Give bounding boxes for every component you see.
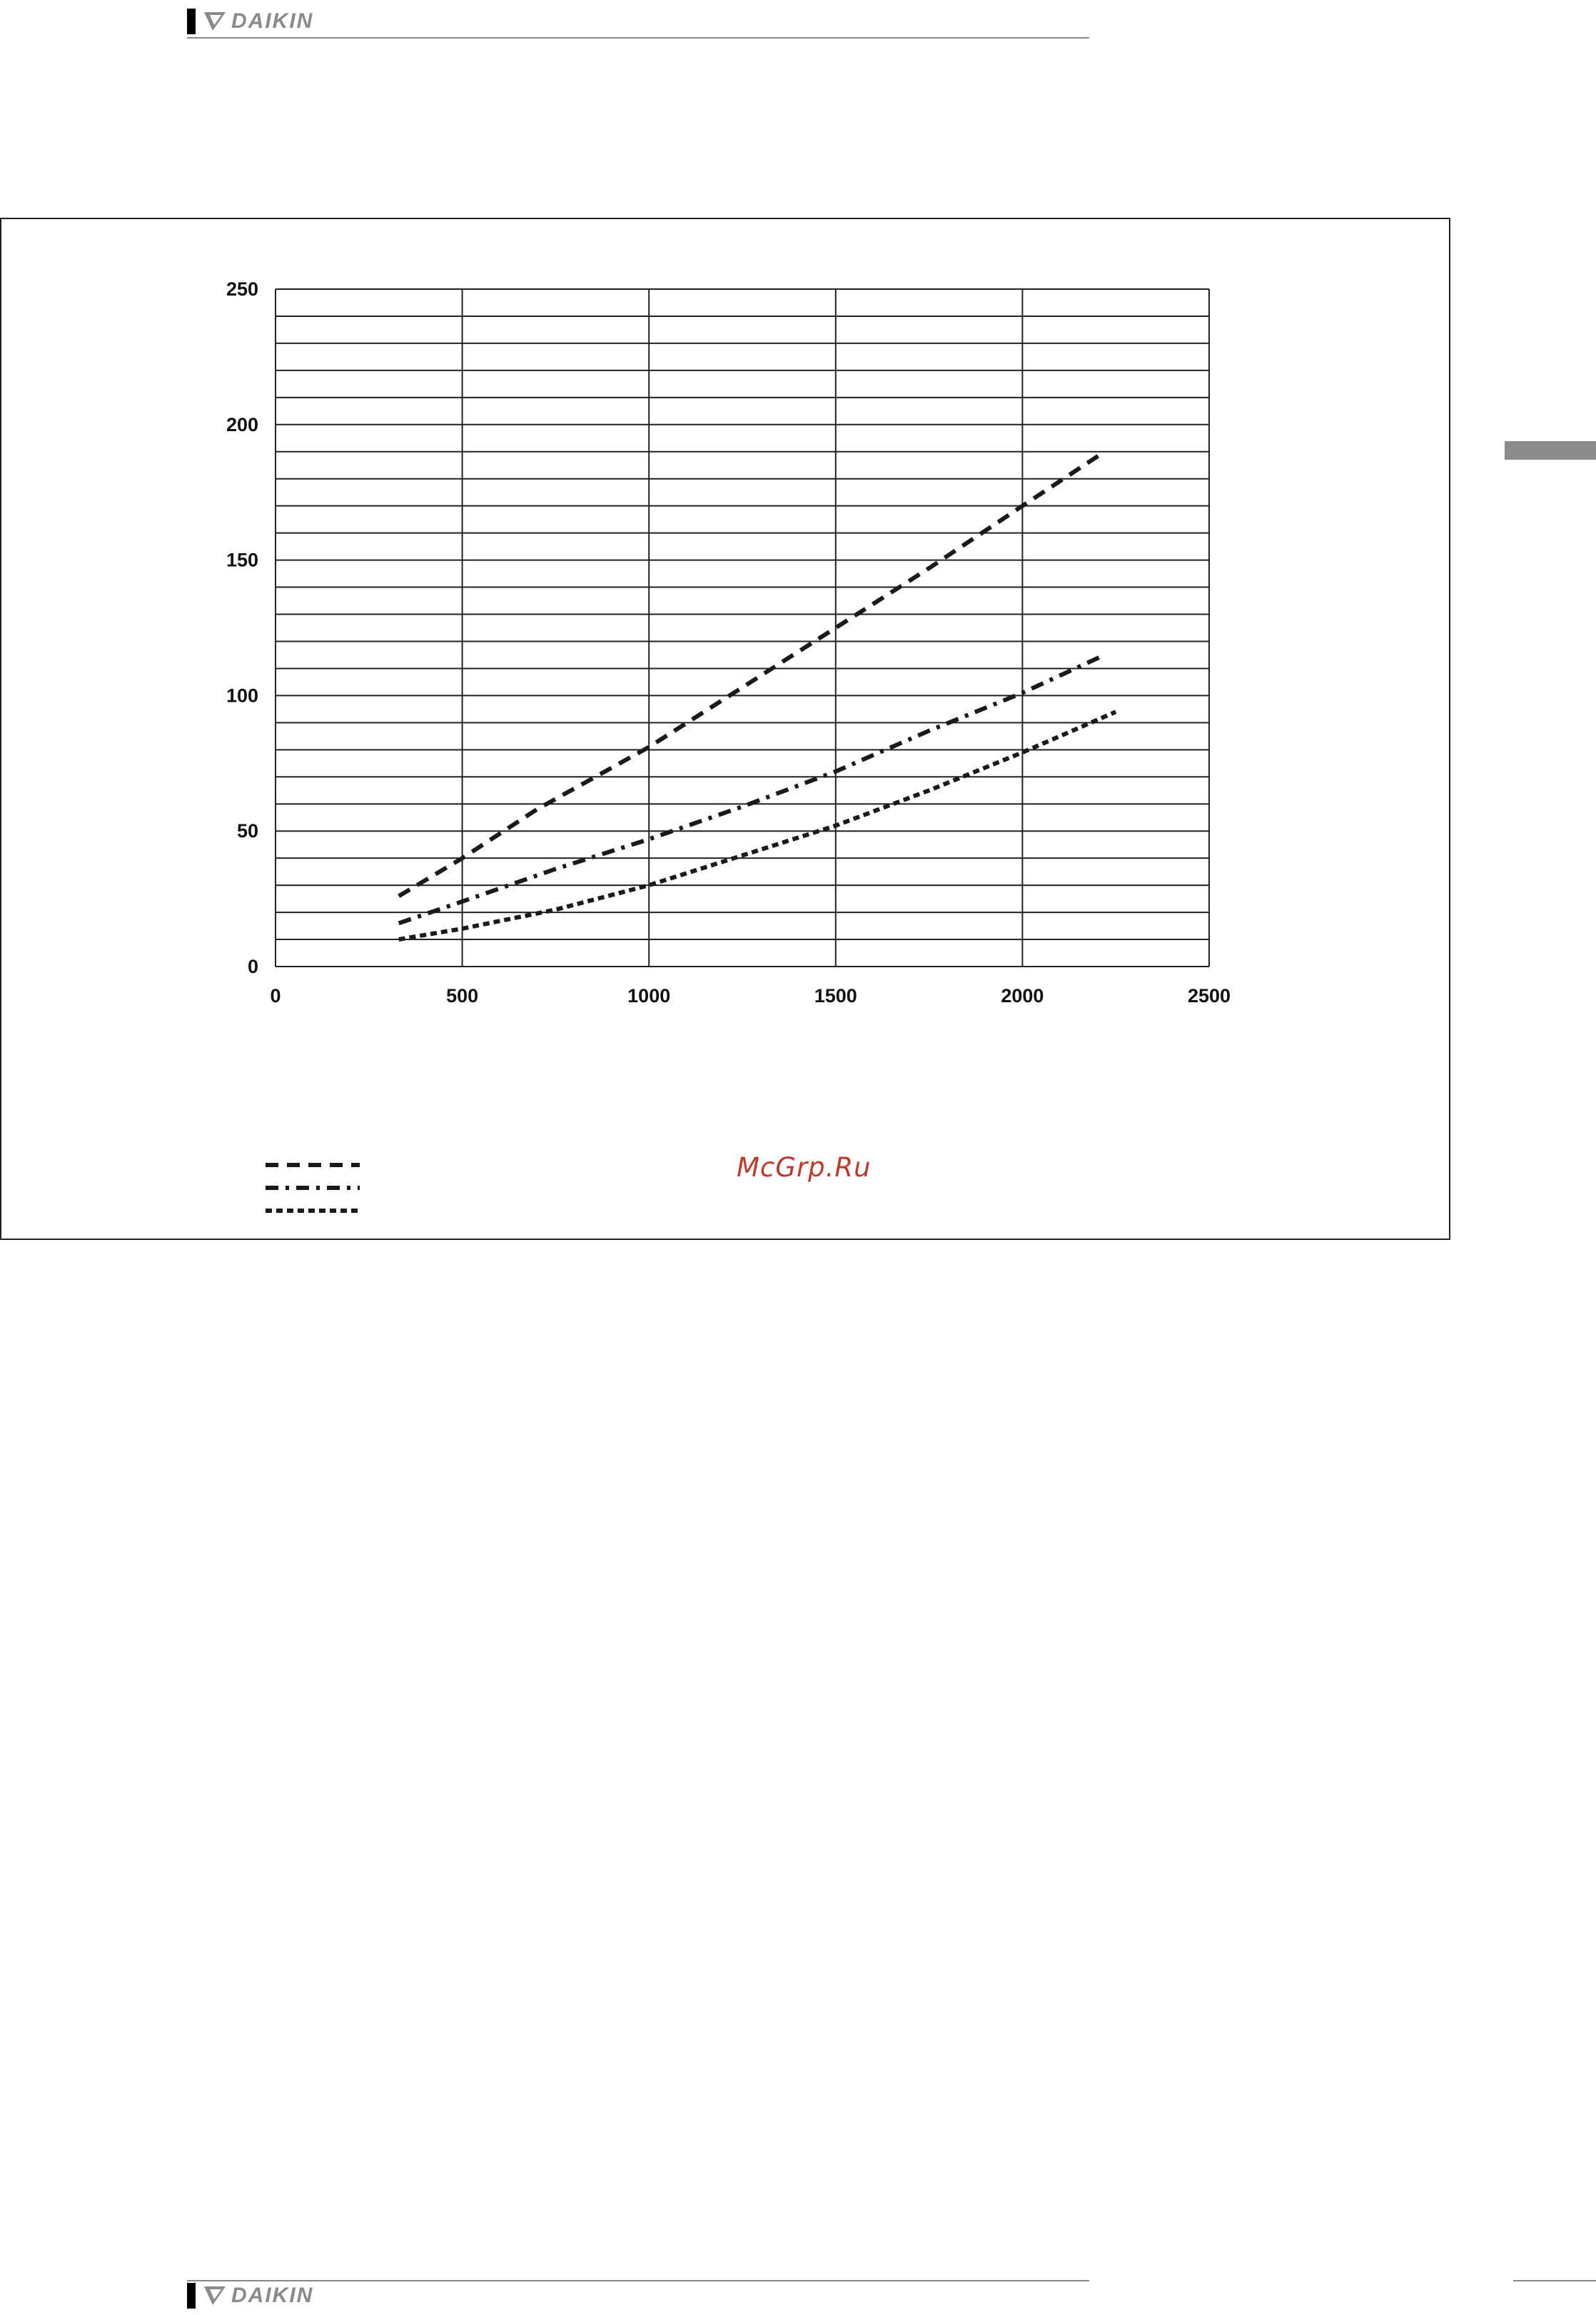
y-tick-label: 50: [236, 820, 258, 842]
footer-divider: [187, 2280, 1089, 2281]
y-tick-label: 100: [226, 685, 258, 707]
daikin-logo-icon: [203, 2285, 227, 2306]
y-tick-label: 0: [247, 956, 258, 977]
footer-brand-bar: [187, 2283, 196, 2309]
x-tick-label: 2000: [1001, 985, 1044, 1007]
chart-grid: [276, 289, 1209, 967]
y-tick-label: 200: [226, 413, 258, 435]
footer-side-line: [1513, 2280, 1596, 2281]
chart-axes: [226, 278, 1231, 1007]
watermark-text: McGrp.Ru: [737, 1152, 872, 1183]
x-tick-label: 0: [270, 985, 281, 1007]
x-tick-label: 1000: [627, 985, 671, 1007]
x-tick-label: 500: [446, 985, 479, 1007]
footer-brand-name: DAIKIN: [231, 2284, 314, 2307]
x-tick-label: 1500: [814, 985, 857, 1007]
series-line-1: [399, 452, 1105, 897]
y-tick-label: 250: [226, 278, 258, 300]
y-tick-label: 150: [226, 549, 258, 571]
footer-brand-logo: [187, 2283, 313, 2309]
series-line-3: [399, 712, 1116, 939]
header-brand-name: DAIKIN: [231, 9, 314, 33]
chart-legend: [266, 1165, 360, 1211]
x-tick-label: 2500: [1187, 985, 1231, 1007]
